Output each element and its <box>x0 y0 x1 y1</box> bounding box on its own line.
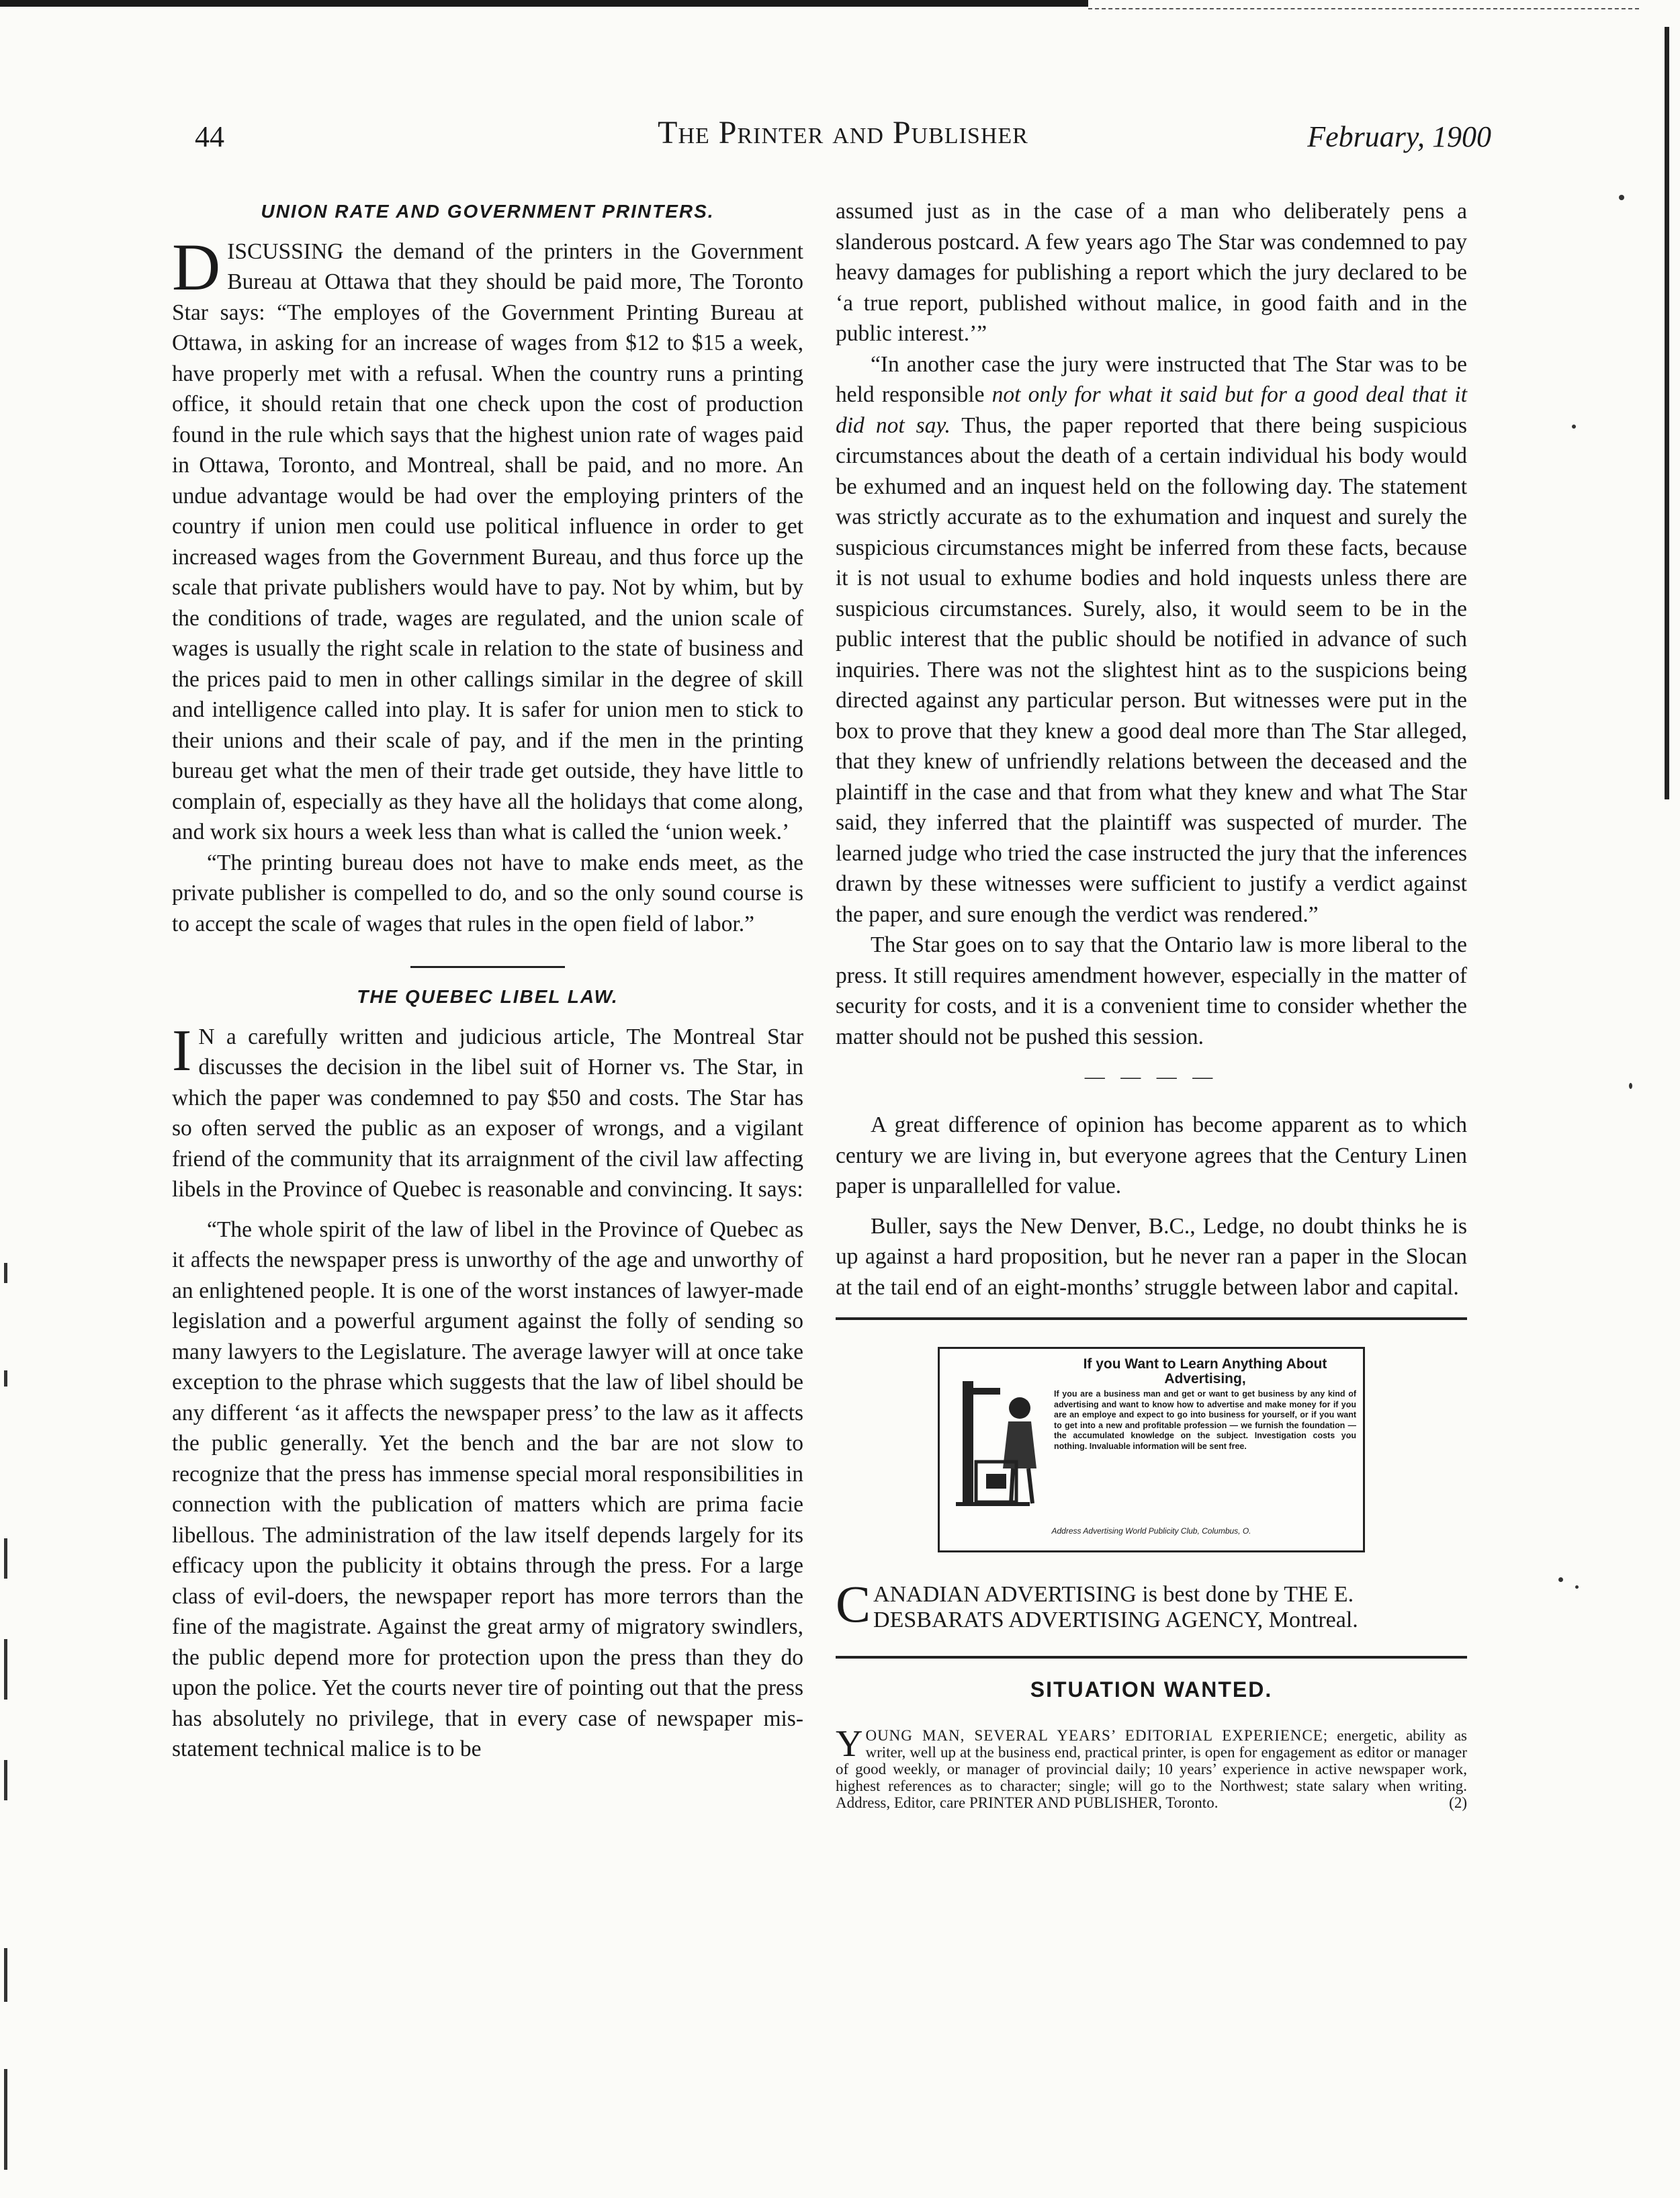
left-edge-mark <box>4 2069 7 2170</box>
section-rule <box>836 1656 1467 1659</box>
left-edge-mark <box>4 1370 7 1387</box>
classified-caps: OUNG MAN, SEVERAL YEARS’ EDITORIAL EXPERIENCE; <box>865 1726 1329 1744</box>
classified-text: energetic, ability as writer, well up at the business end, practical printer, is open for engagement as editor or manager of good weekly, or manager of provincial daily; 10 years’ experience in active newspaper work, highest references as to character; single; will go to the Northwest; state salary when writing. Address, Editor, care PRINTER AND PUBLISHER, Toronto. <box>836 1726 1467 1811</box>
left-column <box>172 196 803 1765</box>
speck <box>1619 195 1624 200</box>
top-rule <box>0 0 1088 7</box>
issue-date: February, 1900 <box>1307 120 1491 153</box>
dash-separator: — — — — <box>1084 1065 1219 1088</box>
left-edge-mark <box>4 1538 7 1579</box>
paragraph-text: Thus, the paper reported that there being suspicious circumstances about the death of a certain individual his body would be exhumed and an inquest held on the following day. The statement was strictly accurate as to the exhumation and inquest and surely the suspicious circumstances might be inferred from these facts, because it is not usual to exhume bodies and hold inquests unless there are suspicious circumstances. Surely, also, it would seem to be in the public interest that the public should be notified in advance of such inquiries. There was not the slightest hint as to the suspicions being directed against any particular person. But witnesses were put in the box to prove that they knew a good deal more than The Star alleged, that they knew of unfriendly relations between the deceased and the plaintiff in the case and that from what they knew and what The Star said, they inferred that the plaintiff was suspected of murder. The learned judge who tried the case instructed the jury that the inferences drawn by these witnesses were sufficient to justify a verdict against the paper, and sure enough the verdict was rendered.” <box>836 412 1467 927</box>
advertising-ad <box>938 1347 1365 1552</box>
classified-title: SITUATION WANTED. <box>1030 1677 1273 1702</box>
drop-cap: Y <box>836 1722 863 1765</box>
article-paragraph <box>836 349 1467 930</box>
drop-cap: D <box>172 229 221 304</box>
speck <box>1558 1577 1563 1582</box>
article-paragraph: The Star goes on to say that the Ontario law is more liberal to the press. It still requires amendment however, especially in the matter of security for costs, and it is a convenient time to consider whether the matter should not be pushed this session. <box>836 932 1467 1049</box>
desk-illustration <box>949 1361 1050 1522</box>
section-divider <box>410 966 565 968</box>
ad-address: Address Advertising World Publicity Club, Columbus, O. <box>1051 1526 1251 1536</box>
left-edge-mark <box>4 1948 7 2002</box>
ad-text <box>1054 1357 1356 1452</box>
article-title: THE QUEBEC LIBEL LAW. <box>357 986 619 1007</box>
ad-body: If you are a business man and get or want to get business by any kind of advertising and want to know how to advertise and make money for if you are an employe and expect to go into business for yourself, or if you want to get into a new and profitable profession — we furnish the foundation — the accumulated knowledge on the subject. Investigation costs you nothing. Invaluable information will be sent free. <box>1054 1389 1356 1451</box>
article-paragraph: assumed just as in the case of a man who deliberately pens a slanderous postcard. A few years ago The Star was condemned to pay heavy damages for publishing a report which the jury declared to be ‘a true report, published without malice, in good faith and in the public interest.’” <box>836 199 1467 346</box>
running-title: The Printer and Publisher <box>658 115 1028 150</box>
speck <box>1629 1083 1632 1089</box>
page-number: 44 <box>195 120 224 153</box>
section-rule <box>836 1317 1467 1320</box>
ad-headline: If you Want to Learn Anything About Advertising, <box>1083 1356 1327 1387</box>
article-paragraph <box>172 1018 803 1205</box>
agency-notice <box>836 1575 1467 1633</box>
emphasized-text: not only for what it said but for a good deal that it did not say. <box>836 382 1468 438</box>
drop-cap: I <box>172 1018 192 1084</box>
paragraph-text: “In another case the jury were instructed that The Star was to be held responsible <box>836 351 1467 407</box>
left-edge-mark <box>4 1263 7 1283</box>
right-column <box>836 196 1467 1811</box>
ad-code: (2) <box>1449 1794 1467 1811</box>
speck <box>1575 1585 1579 1589</box>
left-edge-mark <box>4 1760 7 1800</box>
paragraph-text: N a carefully written and judicious article, The Montreal Star discusses the decision in the libel suit of Horner vs. The Star, in which the paper was condemned to pay $50 and costs. The Star has so often served the public as an exposer of wrongs, and a vigilant friend of the community that its arraignment of the civil law affecting libels in the Province of Quebec is reasonable and convincing. It says: <box>172 1024 803 1202</box>
left-edge-mark <box>4 1639 7 1700</box>
news-item: Buller, says the New Denver, B.C., Ledge, no doubt thinks he is up against a hard proposition, but he never ran a paper in the Slocan at the tail end of an eight-months’ struggle between labor and capital. <box>836 1213 1467 1300</box>
top-dashed-rule <box>1088 8 1639 9</box>
article-paragraph <box>172 229 803 848</box>
news-item: A great difference of opinion has become apparent as to which century we are living in, but everyone agrees that the Century Linen paper is unparallelled for value. <box>836 1112 1467 1198</box>
article-title: UNION RATE AND GOVERNMENT PRINTERS. <box>261 201 715 222</box>
paragraph-text: ISCUSSING the demand of the printers in the Government Bureau at Ottawa that they should be paid more, The Toronto Star says: “The employes of the Government Printing Bureau at Ottawa, in asking for an increase of wages from $12 to $15 a week, have properly met with a refusal. When the country runs a printing office, it should retain that one check upon the cost of production found in the rule which says that the highest union rate of wages paid in Ottawa, Toronto, and Montreal, shall be paid, and no more. An undue advantage would be had over the employing printers of the country if union men could use political influence in order to get increased wages from the Government Bureau, and thus force up the scale that private publishers would have to pay. Not by whim, but by the conditions of trade, wages are regulated, and the union scale of wages is usually the right scale in relation to the state of business and the prices paid to men in other callings similar in the degree of skill and intelligence called into play. It is safer for union men to stick to their unions and their scale of pay, and if the men in the printing bureau get what the men of their trade get outside, they have little to complain of, especially as they have all the holidays that come along, and work six hours a week less than what is called the ‘union week.’ <box>172 238 803 844</box>
running-header <box>195 114 1491 168</box>
right-edge-mark <box>1665 27 1669 799</box>
agency-text: ANADIAN ADVERTISING is best done by THE E. DESBARATS ADVERTISING AGENCY, Montreal. <box>873 1582 1358 1632</box>
article-paragraph: “The whole spirit of the law of libel in the Province of Quebec as it affects the newspaper press is unworthy of the age and unworthy of an enlightened people. It is one of the worst instances of lawyer-made legislation and a powerful argument against the folly of sending so many lawyers to the Legislature. The average lawyer will at once take exception to the phrase which suggests that the law of libel should be any different ‘as it affects the newspaper press’ to the law as it affects the public generally. Yet the bench and the bar are not slow to recognize that the press has immense special moral responsibilities in connection with the publication of matters which are prima facie libellous. The administration of the law itself depends largely for its efficacy upon the publicity it obtains through the press. For a large class of evil-doers, the newspaper report has more terrors than the fine of the magistrate. Against the great army of migratory swindlers, the public depend more for protection upon the press than they do upon the police. Yet the courts never tire of pointing out that the press has absolutely no privilege, that in every case of newspaper mis-statement technical malice is to be <box>172 1217 803 1761</box>
article-paragraph: “The printing bureau does not have to make ends meet, as the private publisher is compelled to do, and so the only sound course is to accept the scale of wages that rules in the open field of labor.” <box>172 850 803 936</box>
speck <box>1572 425 1576 429</box>
classified-ad <box>836 1722 1467 1811</box>
drop-cap: C <box>836 1575 871 1633</box>
